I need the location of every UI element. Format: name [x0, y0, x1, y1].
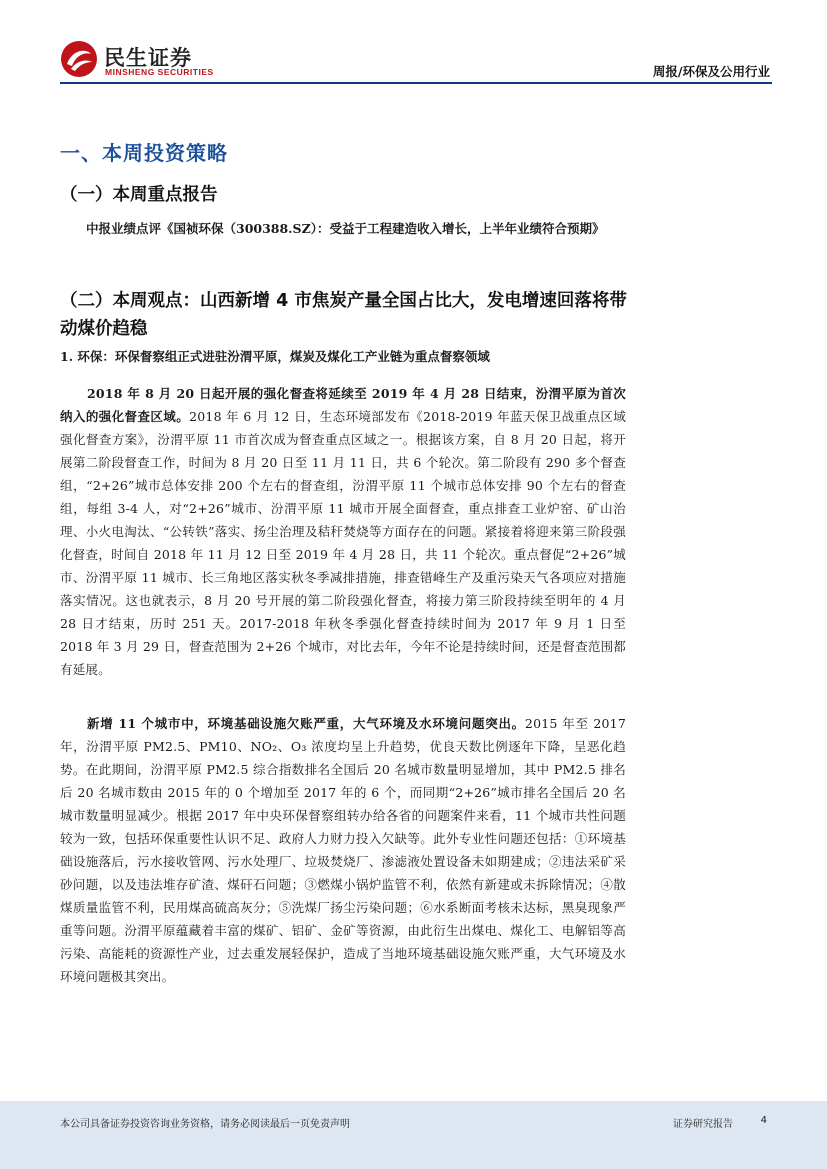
header-divider [60, 82, 772, 84]
report-type-label: 周报/环保及公用行业 [652, 64, 770, 79]
subsection-title-key-reports: （一）本周重点报告 [60, 185, 218, 205]
footer-report-label: 证券研究报告 [673, 1119, 733, 1130]
paragraph-new-cities-issues [60, 712, 626, 988]
paragraph-lead-bold: 新增 11 个城市中，环境基础设施欠账严重，大气环境及水环境问题突出。 [87, 716, 525, 731]
section-title-investment-strategy: 一、本周投资策略 [60, 141, 228, 165]
logo-english-name: MINSHENG SECURITIES [105, 67, 214, 77]
paragraph-lead-bold: 2018 年 8 月 20 日起开展的强化督查将延续至 2019 年 4 月 28 日结束，汾渭平原为首次纳入的强化督查区域。 [60, 386, 626, 424]
point-title-environmental: 1. 环保：环保督察组正式进驻汾渭平原，煤炭及煤化工产业链为重点督察领域 [60, 349, 490, 364]
page-footer [0, 1101, 827, 1169]
paragraph-body: 2015 年至 2017 年，汾渭平原 PM2.5、PM10、NO₂、O₃ 浓度均呈上升趋势，优良天数比例逐年下降，呈恶化趋势。在此期间，汾渭平原 PM2.5 综合指数排名全国后 20 名城市数量明显增加，其中 PM2.5 排名后 20 名城市数由 2015 年的 0 个增加至 2017 年的 6 个，而同期“2+26”城市排名全国后 20 名城市数量明显减少。根据 2017 年中央环保督察组转办给各省的问题案件来看，11 个城市共性问题较为一致，包括环保重要性认识不足、政府人力财力投入欠缺等。此外专业性问题还包括：①环境基础设施落后，污水接收管网、污水处理厂、垃圾焚烧厂、渗滤液处置设备未如期建成；②违法采矿采砂问题，以及违法堆存矿渣、煤矸石问题；③燃煤小锅炉监管不利，依然有新建或未拆除情况；④散煤质量监管不利，民用煤高硫高灰分；⑤洗煤厂扬尘污染问题；⑥水系断面考核未达标，黑臭现象严重等问题。汾渭平原蕴藏着丰富的煤矿、铝矿、金矿等资源，由此衍生出煤电、煤化工、电解铝等高污染、高能耗的资源性产业，过去重发展轻保护，造成了当地环境基础设施欠账严重，大气环境及水环境问题极其突出。 [60, 716, 626, 984]
key-report-entry: 中报业绩点评《国祯环保（300388.SZ）：受益于工程建造收入增长，上半年业绩符合预期》 [86, 221, 605, 236]
minsheng-logo-icon [60, 40, 98, 78]
paragraph-inspection-schedule [60, 382, 626, 681]
logo-chinese-name: 民生证券 [104, 46, 192, 70]
footer-disclaimer: 本公司具备证券投资咨询业务资格，请务必阅读最后一页免责声明 [60, 1119, 350, 1130]
page-number: 4 [760, 1115, 767, 1126]
company-logo [60, 40, 220, 80]
subsection-title-weekly-view: （二）本周观点：山西新增 4 市焦炭产量全国占比大，发电增速回落将带动煤价趋稳 [60, 291, 627, 339]
paragraph-body: 2018 年 6 月 12 日，生态环境部发布《2018-2019 年蓝天保卫战重点区域强化督查方案》，汾渭平原 11 市首次成为督查重点区域之一。根据该方案，自 8 月 20 日起，将开展第二阶段督查工作，时间为 8 月 20 日至 11 月 11 日，共 6 个轮次。第二阶段有 290 多个督查组，“2+26”城市总体安排 200 个左右的督查组，汾渭平原 11 个城市总体安排 90 个左右的督查组，每组 3-4 人，对“2+26”城市、汾渭平原 11 城市开展全面督查，重点排查工业炉窑、矿山治理、小火电淘汰、“公转铁”落实、扬尘治理及秸秆焚烧等方面存在的问题。紧接着将迎来第三阶段强化督查，时间自 2018 年 11 月 12 日至 2019 年 4 月 28 日，共 11 个轮次。重点督促“2+26”城市、汾渭平原 11 城市、长三角地区落实秋冬季减排措施，排查错峰生产及重污染天气各项应对措施落实情况。这也就表示，8 月 20 号开展的第二阶段强化督查，将接力第三阶段持续至明年的 4 月 28 日才结束，历时 251 天。2017-2018 年秋冬季强化督查持续时间为 2017 年 9 月 1 日至 2018 年 3 月 29 日，督查范围为 2+26 个城市，对比去年，今年不论是持续时间，还是督查范围都有延展。 [60, 409, 626, 677]
page-header [60, 36, 772, 82]
